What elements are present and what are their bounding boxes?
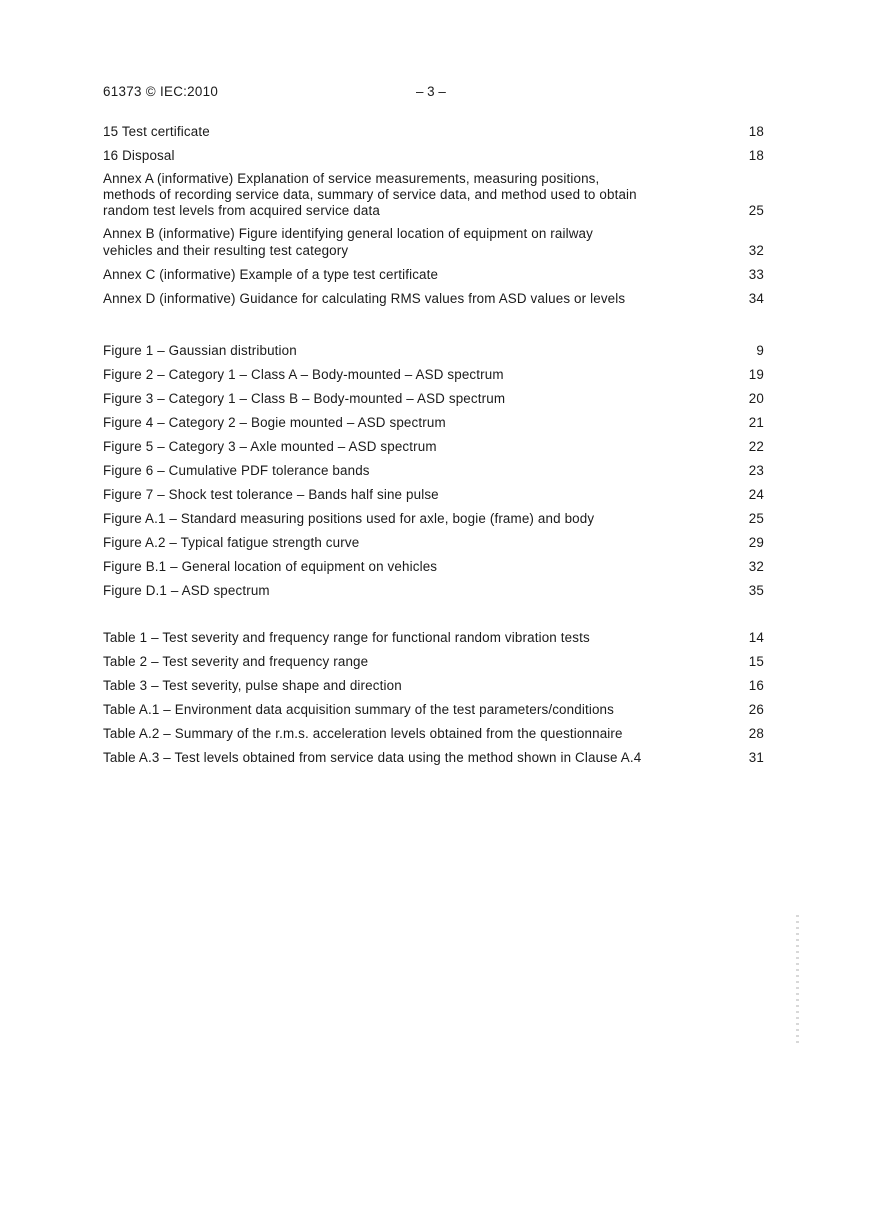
page-ref: 15 xyxy=(748,654,764,669)
list-of-figures xyxy=(103,342,764,606)
toc-figure-entry[interactable]: Figure 2 – Category 1 – Class A – Body-mounted – ASD spectrum 19 xyxy=(103,367,764,382)
page-ref: 28 xyxy=(748,726,764,741)
page-ref: 18 xyxy=(748,148,764,163)
page-ref: 31 xyxy=(748,750,764,765)
toc-entry-annex-d[interactable]: Annex D (informative) Guidance for calculating RMS values from ASD values or levels 34 xyxy=(103,290,764,306)
toc-figure-entry[interactable]: Figure 7 – Shock test tolerance – Bands half sine pulse 24 xyxy=(103,487,764,502)
toc-figure-entry[interactable]: Figure B.1 – General location of equipment on vehicles 32 xyxy=(103,559,764,574)
toc-figure-entry[interactable]: Figure 3 – Category 1 – Class B – Body-mounted – ASD spectrum 20 xyxy=(103,391,764,406)
toc-table-entry[interactable]: Table A.3 – Test levels obtained from service data using the method shown in Clause A.4 31 xyxy=(103,750,764,765)
page-ref: 26 xyxy=(748,702,764,717)
page-ref: 35 xyxy=(748,583,764,598)
page-ref: 25 xyxy=(748,511,764,526)
toc-figure-entry[interactable]: Figure 4 – Category 2 – Bogie mounted – ASD spectrum 21 xyxy=(103,415,764,430)
list-of-tables xyxy=(103,629,764,773)
page-ref: 33 xyxy=(748,266,764,282)
page-ref: 20 xyxy=(748,391,764,406)
toc-entry-section-16[interactable]: 16 Disposal 18 xyxy=(103,148,764,163)
page-number: – 3 – xyxy=(416,84,446,99)
toc-figure-entry[interactable]: Figure D.1 – ASD spectrum 35 xyxy=(103,583,764,598)
toc-figure-entry[interactable]: Figure A.2 – Typical fatigue strength curve 29 xyxy=(103,535,764,550)
document-id: 61373 © IEC:2010 xyxy=(103,84,219,99)
toc-entry-annex-c[interactable]: Annex C (informative) Example of a type test certificate 33 xyxy=(103,266,764,282)
page-ref: 24 xyxy=(748,487,764,502)
margin-mark xyxy=(796,915,799,1045)
toc-figure-entry[interactable]: Figure 5 – Category 3 – Axle mounted – ASD spectrum 22 xyxy=(103,439,764,454)
toc-figure-entry[interactable]: Figure A.1 – Standard measuring positions used for axle, bogie (frame) and body 25 xyxy=(103,511,764,526)
toc-table-entry[interactable]: Table 2 – Test severity and frequency range 15 xyxy=(103,654,764,669)
toc-table-entry[interactable]: Table A.2 – Summary of the r.m.s. acceleration levels obtained from the questionnaire 28 xyxy=(103,726,764,741)
toc-table-entry[interactable]: Table 1 – Test severity and frequency range for functional random vibration tests 14 xyxy=(103,630,764,645)
page-ref: 25 xyxy=(748,203,764,218)
page-header xyxy=(103,84,764,102)
page-ref: 16 xyxy=(748,678,764,693)
page-ref: 21 xyxy=(748,415,764,430)
toc-entry-annex-b[interactable]: Annex B (informative) Figure identifying general location of equipment on railway vehicles and their resulting test category 32 xyxy=(103,226,764,258)
toc-sections xyxy=(103,123,764,307)
toc-entry-section-15[interactable]: 15 Test certificate 18 xyxy=(103,124,764,139)
toc-figure-entry[interactable]: Figure 1 – Gaussian distribution 9 xyxy=(103,343,764,358)
page-ref: 32 xyxy=(748,242,764,258)
toc-figure-entry[interactable]: Figure 6 – Cumulative PDF tolerance bands 23 xyxy=(103,463,764,478)
toc-table-entry[interactable]: Table 3 – Test severity, pulse shape and direction 16 xyxy=(103,678,764,693)
toc-table-entry[interactable]: Table A.1 – Environment data acquisition summary of the test parameters/conditions 26 xyxy=(103,702,764,717)
page-ref: 22 xyxy=(748,439,764,454)
page-ref: 29 xyxy=(748,535,764,550)
page-ref: 14 xyxy=(748,630,764,645)
page-ref: 23 xyxy=(748,463,764,478)
page-ref: 19 xyxy=(748,367,764,382)
toc-entry-annex-a[interactable]: Annex A (informative) Explanation of service measurements, measuring positions, methods of recording service data, summary of service data, and method used to obtain random test levels from acquired service data 25 xyxy=(103,171,764,218)
page-ref: 9 xyxy=(756,343,764,358)
page-ref: 18 xyxy=(748,124,764,139)
page-ref: 34 xyxy=(748,290,764,306)
page-ref: 32 xyxy=(748,559,764,574)
